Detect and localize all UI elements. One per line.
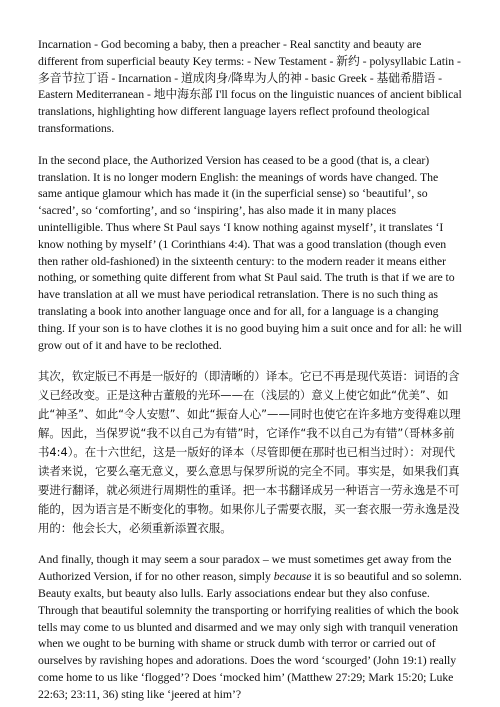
emphasis-because: because [273,569,312,584]
paragraph-english-translation: In the second place, the Authorized Version has ceased to be a good (that is, a clear) translation. It is no longer modern English: the meanings of words have changed. The same antique glamour which has made it (in the superficial sense) so ‘beautiful’, so ‘sacred’, so ‘comforting’, and so ‘inspiring’, has also made it in many places unintelligible. Thus where St Paul says ‘I know nothing against myself’, it translates ‘I know nothing by myself’ (1 Corinthians 4:4). That was a good translation (though even then rather old-fashioned) in the sixteenth century: to the modern reader it means either nothing, or something quite different from what St Paul said. The truth is that if we are to have translation at all we must have periodical retranslation. There is no such thing as translating a book into another language once and for all, for a language is a changing thing. If your son is to have clothes it is no good buying him a suit once and for all: he will grow out of it and have to be reclothed. [38,152,462,352]
paragraph-conclusion-part-2: it is so beautiful and so solemn. Beauty exalts, but beauty also lulls. Early associations endear but they also confuse. Through that beautiful solemnity the transporting or horrifying realities of which the book tells may come to us blunted and disarmed and we may only sigh with tranquil veneration when we ought to be burning with shame or struck dumb with terror or carried out of ourselves by ravishing hopes and adorations. Does the word ‘scourged’ (John 19:1) really come home to us like ‘flogged’? Does ‘mocked him’ (Matthew 27:29; Mark 15:20; Luke 22:63; 23:11, 36) sting like ‘jeered at him’? [38,569,462,701]
document-page [38,36,462,703]
paragraph-chinese-translation: 其次，钦定版已不再是一版好的（即清晰的）译本。它已不再是现代英语：词语的含义已经改变。正是这种古董般的光环——在（浅层的）意义上使它如此“优美”、如此“神圣”、如此“令人安慰”、如此“振奋人心”——同时也使它在许多地方变得难以理解。因此，当保罗说“我不以自己为有错”时，它译作“我不以自己为有错”（哥林多前书4:4）。在十六世纪，这是一版好的译本（尽管即便在那时也已相当过时）：对现代读者来说，它要么毫无意义，要么意思与保罗所说的完全不同。事实是，如果我们真要进行翻译，就必须进行周期性的重译。把一本书翻译成另一种语言一劳永逸是不可能的，因为语言是不断变化的事物。如果你儿子需要衣服，买一套衣服一劳永逸是没用的：他会长大，必须重新添置衣服。 [38,369,461,536]
paragraph-conclusion [38,551,462,702]
paragraph-summary: Incarnation - God becoming a baby, then a preacher - Real sanctity and beauty are different from superficial beauty Key terms: - New Testament - 新约 - polysyllabic Latin - 多音节拉丁语 - Incarnation - 道成肉身/降卑为人的神 - basic Greek - 基础希腊语 - Eastern Mediterranean - 地中海东部 I'll focus on the linguistic nuances of ancient biblical translations, highlighting how different language layers reflect profound theological transformations. [38,37,462,135]
paragraph-conclusion-part-1: And finally, though it may seem a sour paradox – we must sometimes get away from the Authorized Version, if for no other reason, simply [38,552,452,584]
